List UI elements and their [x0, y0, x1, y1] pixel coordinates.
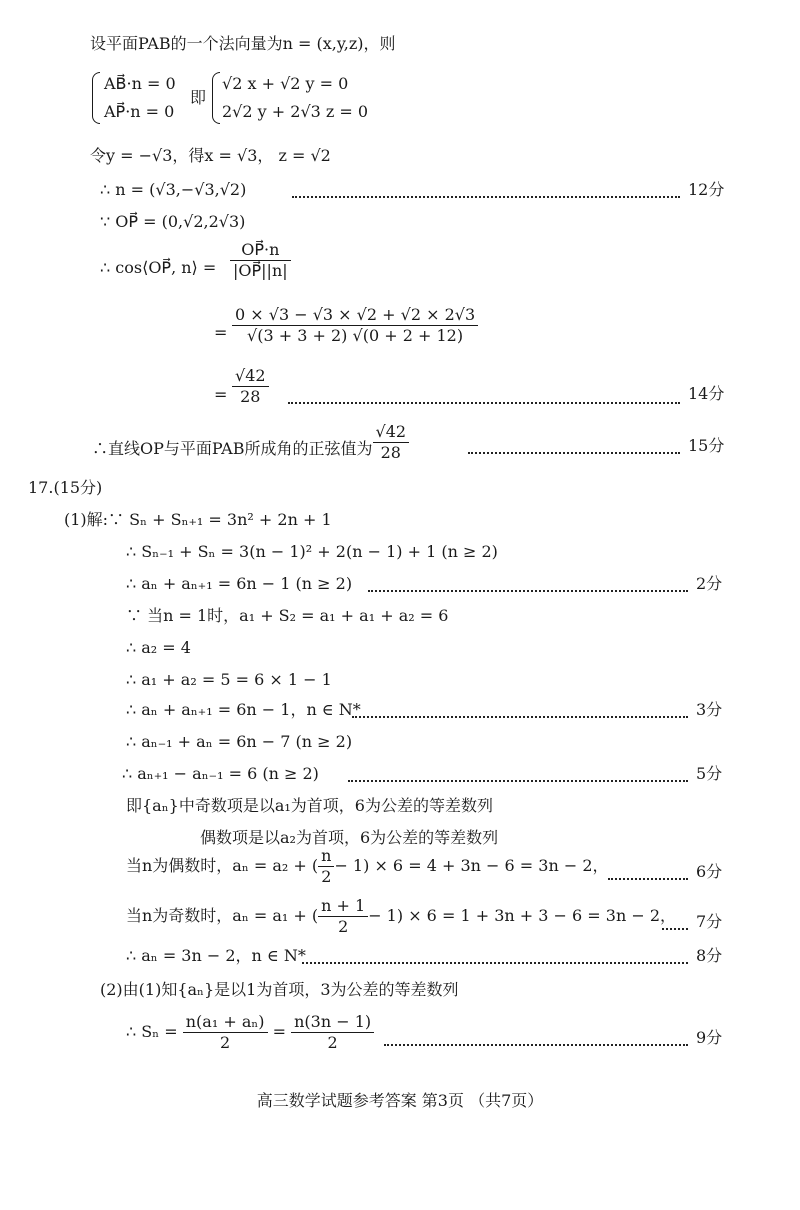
sum-denominator-1: 2: [220, 1033, 231, 1052]
equals-sign: =: [214, 323, 228, 342]
system1-eq-a: AB⃗·n = 0: [104, 74, 176, 93]
result-numerator: √42: [232, 366, 269, 387]
expansion-numerator: 0 × √3 − √3 × √2 + √2 × 2√3: [232, 305, 478, 326]
score-2: 2分: [696, 574, 723, 593]
sine-numerator: √42: [373, 422, 410, 443]
dot-leader: [468, 452, 680, 454]
cos-lhs: ∴ cos⟨OP⃗, n⟩ =: [100, 258, 217, 277]
normal-vector-intro: 设平面PAB的一个法向量为n = (x,y,z)，则: [90, 34, 396, 53]
sum-formula: [126, 1012, 374, 1053]
part1-line7: ∴ aₙ + aₙ₊₁ = 6n − 1，n ∈ N*: [126, 700, 361, 719]
score-6: 6分: [696, 862, 723, 881]
sum-denominator-2: 2: [327, 1033, 338, 1052]
score-12: 12分: [688, 180, 725, 199]
general-term: ∴ aₙ = 3n − 2，n ∈ N*: [126, 946, 306, 965]
cos-expansion-fraction: [232, 305, 478, 346]
score-9: 9分: [696, 1028, 723, 1047]
part1-line9: ∴ aₙ₊₁ − aₙ₋₁ = 6 (n ≥ 2): [122, 764, 319, 783]
odd-case-line: [126, 896, 676, 937]
part1-line8: ∴ aₙ₋₁ + aₙ = 6n − 7 (n ≥ 2): [126, 732, 353, 751]
part1-line5: ∴ a₂ = 4: [126, 638, 191, 657]
op-vector: ∵ OP⃗ = (0,√2,2√3): [100, 212, 246, 231]
system-brace-right: [212, 72, 220, 124]
score-3: 3分: [696, 700, 723, 719]
sine-denominator: 28: [380, 443, 401, 462]
odd-case-prefix: 当n为奇数时，aₙ = a₁ + (: [126, 906, 319, 925]
odd-case-numerator: n + 1: [318, 896, 368, 917]
equals-sign: =: [214, 385, 228, 404]
system2-eq-b: 2√2 y + 2√3 z = 0: [222, 102, 369, 121]
ji-label: 即: [190, 88, 207, 107]
score-8: 8分: [696, 946, 723, 965]
normal-vector-result: ∴ n = (√3,−√3,√2): [100, 180, 247, 199]
dot-leader: [302, 962, 688, 964]
system1-eq-b: AP⃗·n = 0: [104, 102, 175, 121]
cos-numerator: OP⃗·n: [230, 240, 291, 261]
solve-line: 令y = −√3，得x = √3， z = √2: [90, 146, 331, 165]
part1-line1: (1)解:∵ Sₙ + Sₙ₊₁ = 3n² + 2n + 1: [64, 510, 332, 529]
system-brace-left: [92, 72, 100, 124]
even-case-suffix: − 1) × 6 = 4 + 3n − 6 = 3n − 2，: [334, 856, 609, 875]
page-footer: 高三数学试题参考答案 第3页 （共7页）: [256, 1091, 544, 1110]
part1-line2: ∴ Sₙ₋₁ + Sₙ = 3(n − 1)² + 2(n − 1) + 1 (n ≥ 2): [126, 542, 498, 561]
part1-line4: ∵ 当n = 1时，a₁ + S₂ = a₁ + a₁ + a₂ = 6: [126, 606, 449, 625]
odd-case-denominator: 2: [338, 917, 349, 936]
part1-line11: 偶数项是以a₂为首项，6为公差的等差数列: [200, 828, 499, 847]
dot-leader: [348, 780, 688, 782]
cos-fraction: [230, 240, 291, 281]
result-denominator: 28: [240, 387, 261, 406]
dot-leader: [384, 1044, 688, 1046]
score-7: 7分: [696, 912, 723, 931]
score-5: 5分: [696, 764, 723, 783]
expansion-denominator: √(3 + 3 + 2) √(0 + 2 + 12): [247, 326, 464, 345]
part2-intro: (2)由(1)知{aₙ}是以1为首项，3为公差的等差数列: [100, 980, 459, 999]
dot-leader: [352, 716, 688, 718]
dot-leader: [288, 402, 680, 404]
question-17-heading: 17.(15分): [28, 478, 103, 497]
score-15: 15分: [688, 436, 725, 455]
sine-conclusion-text: ∴直线OP与平面PAB所成角的正弦值为: [92, 439, 373, 458]
part1-line6: ∴ a₁ + a₂ = 5 = 6 × 1 − 1: [126, 670, 332, 689]
sine-conclusion: [92, 422, 409, 463]
sum-equals: =: [272, 1022, 287, 1041]
even-case-line: [126, 846, 609, 887]
cos-denominator: |OP⃗||n|: [233, 261, 288, 280]
sum-numerator-2: n(3n − 1): [291, 1012, 374, 1033]
sum-numerator-1: n(a₁ + aₙ): [183, 1012, 268, 1033]
system2-eq-a: √2 x + √2 y = 0: [222, 74, 349, 93]
part1-line10: 即{aₙ}中奇数项是以a₁为首项，6为公差的等差数列: [126, 796, 493, 815]
even-case-denominator: 2: [321, 867, 332, 886]
cos-result-fraction: [232, 366, 269, 407]
dot-leader: [662, 928, 688, 930]
score-14: 14分: [688, 384, 725, 403]
dot-leader: [292, 196, 680, 198]
even-case-numerator: n: [318, 846, 334, 867]
sum-lhs: ∴ Sₙ =: [126, 1022, 178, 1041]
part1-line3: ∴ aₙ + aₙ₊₁ = 6n − 1 (n ≥ 2): [126, 574, 353, 593]
even-case-prefix: 当n为偶数时，aₙ = a₂ + (: [126, 856, 319, 875]
odd-case-suffix: − 1) × 6 = 1 + 3n + 3 − 6 = 3n − 2，: [368, 906, 677, 925]
dot-leader: [368, 590, 688, 592]
dot-leader: [608, 878, 688, 880]
